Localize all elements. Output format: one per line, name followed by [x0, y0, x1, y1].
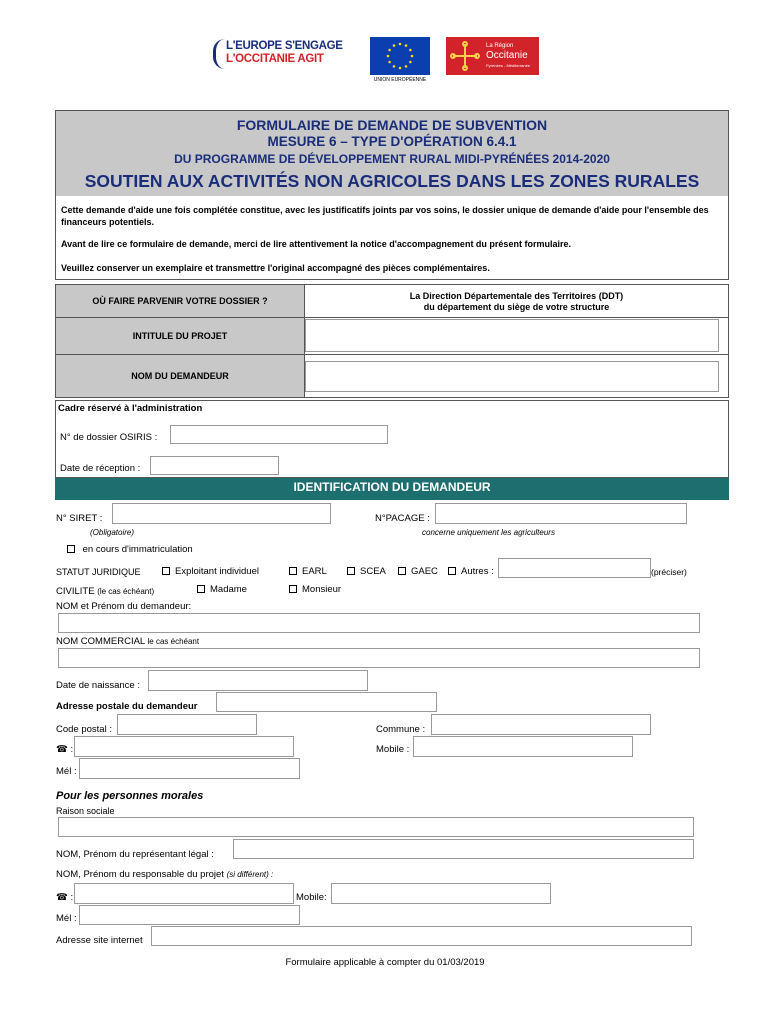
commune-label: Commune : [376, 724, 426, 735]
project-info-table [55, 284, 729, 398]
mobile-label: Mobile : [376, 744, 410, 755]
europe-line2: L'OCCITANIE AGIT [226, 53, 324, 65]
telephone-label: ☎ : [56, 744, 74, 755]
region-line2: Occitanie [486, 50, 528, 61]
eu-caption: UNION EUROPÉENNE [373, 77, 427, 83]
morales-telephone-label: ☎ : [56, 892, 74, 903]
statut-scea-checkbox[interactable] [347, 567, 355, 575]
civilite-madame-label: Madame [210, 584, 247, 595]
mobile-input[interactable] [413, 736, 633, 757]
dossier-destination-label: OÙ FAIRE PARVENIR VOTRE DOSSIER ? [56, 285, 305, 317]
civilite-label [56, 586, 154, 597]
reception-date-label: Date de réception : [60, 463, 141, 474]
raison-sociale-input[interactable] [58, 817, 694, 837]
morales-mel-label: Mél : [56, 913, 77, 924]
intro-paragraph-1: Cette demande d'aide une fois complétée constitue, avec les justificatifs joints par vos soins, le dossier unique de demande d'aide pour l'ensemble des financeurs potentiels. [61, 205, 709, 227]
programme-title: DU PROGRAMME DE DÉVELOPPEMENT RURAL MIDI-PYRÉNÉES 2014-2020 [174, 152, 610, 166]
statut-earl-label: EARL [302, 566, 327, 577]
adresse-label: Adresse postale du demandeur [56, 701, 198, 712]
project-title-label: INTITULE DU PROJET [56, 318, 305, 354]
nom-commercial-text: NOM COMMERCIAL [56, 636, 145, 647]
site-internet-input[interactable] [151, 926, 692, 946]
region-occitanie-logo [446, 37, 539, 75]
representant-input[interactable] [233, 839, 694, 859]
raison-sociale-label: Raison sociale [56, 806, 115, 816]
morales-mobile-input[interactable] [331, 883, 551, 904]
statut-exploitant-option[interactable] [162, 566, 259, 577]
region-line1: La Région [486, 43, 514, 49]
main-title: SOUTIEN AUX ACTIVITÉS NON AGRICOLES DANS LES ZONES RURALES [84, 171, 700, 191]
ddt-line1: La Direction Départementale des Territoires (DDT) [409, 291, 624, 301]
eu-flag-logo [370, 37, 430, 85]
site-internet-label: Adresse site internet [56, 935, 143, 946]
code-postal-input[interactable] [117, 714, 257, 735]
statut-earl-checkbox[interactable] [289, 567, 297, 575]
form-title: FORMULAIRE DE DEMANDE DE SUBVENTION [236, 117, 548, 133]
nom-commercial-note: le cas échéant [147, 637, 200, 646]
applicant-name-input[interactable] [305, 361, 719, 392]
naissance-label: Date de naissance : [56, 680, 140, 691]
pacage-input[interactable] [435, 503, 687, 524]
statut-exploitant-label: Exploitant individuel [175, 566, 259, 577]
statut-gaec-checkbox[interactable] [398, 567, 406, 575]
civilite-note: (le cas échéant) [97, 587, 155, 596]
admin-reserved-box [55, 400, 729, 478]
siret-note: (Obligatoire) [90, 528, 135, 537]
code-postal-label: Code postal : [56, 724, 112, 735]
preciser-label: (préciser) [651, 567, 687, 577]
civilite-madame-checkbox[interactable] [197, 585, 205, 593]
nom-commercial-input[interactable] [58, 648, 700, 668]
nom-commercial-label [56, 636, 199, 647]
telephone-input[interactable] [74, 736, 294, 757]
statut-autres-input[interactable] [498, 558, 651, 578]
civilite-madame-option[interactable] [197, 584, 247, 595]
admin-title: Cadre réservé à l'administration [58, 403, 203, 414]
representant-label: NOM, Prénom du représentant légal : [56, 849, 214, 860]
naissance-input[interactable] [148, 670, 368, 691]
nom-prenom-label: NOM et Prénom du demandeur: [56, 601, 192, 612]
dossier-destination-value [305, 291, 728, 313]
siret-label: N° SIRET : [56, 513, 103, 524]
morales-telephone-input[interactable] [74, 883, 294, 904]
statut-label: STATUT JURIDIQUE [56, 567, 141, 577]
statut-gaec-option[interactable] [398, 566, 438, 577]
statut-scea-label: SCEA [360, 566, 386, 577]
immatriculation-label: en cours d'immatriculation [82, 544, 193, 555]
osiris-number-label: N° de dossier OSIRIS : [60, 432, 158, 443]
statut-exploitant-checkbox[interactable] [162, 567, 170, 575]
morales-mobile-label: Mobile: [296, 892, 327, 903]
intro-paragraph-2: Avant de lire ce formulaire de demande, merci de lire attentivement la notice d'accompagnement du présent formulaire. [61, 239, 571, 249]
responsable-note: (si différent) : [226, 870, 274, 879]
mel-label: Mél : [56, 766, 77, 777]
statut-autres-option[interactable] [448, 566, 494, 577]
morales-mel-input[interactable] [79, 905, 300, 925]
statut-autres-label: Autres : [461, 566, 494, 577]
responsable-label [56, 869, 273, 880]
occitan-cross-icon [450, 41, 480, 71]
civilite-monsieur-label: Monsieur [302, 584, 342, 595]
statut-scea-option[interactable] [347, 566, 386, 577]
ddt-line2: du département du siège de votre structure [423, 302, 610, 312]
project-title-input[interactable] [305, 319, 719, 352]
immatriculation-checkbox[interactable] [67, 545, 75, 553]
europe-occitanie-logo [213, 37, 356, 71]
statut-earl-option[interactable] [289, 566, 327, 577]
pacage-note: concerne uniquement les agriculteurs [422, 528, 555, 537]
pacage-label: N°PACAGE : [375, 513, 430, 524]
eu-flag-icon [370, 37, 430, 75]
responsable-text: NOM, Prénom du responsable du projet [56, 869, 224, 880]
footer-note: Formulaire applicable à compter du 01/03/2019 [285, 957, 485, 968]
reception-date-input[interactable] [150, 456, 279, 475]
intro-paragraph-3: Veuillez conserver un exemplaire et transmettre l'original accompagné des pièces complémentaires. [61, 263, 490, 273]
commune-input[interactable] [431, 714, 651, 735]
statut-gaec-label: GAEC [411, 566, 438, 577]
header-box [55, 110, 729, 280]
osiris-number-input[interactable] [170, 425, 388, 444]
statut-autres-checkbox[interactable] [448, 567, 456, 575]
measure-title: MESURE 6 – TYPE D'OPÉRATION 6.4.1 [267, 134, 517, 149]
civilite-monsieur-checkbox[interactable] [289, 585, 297, 593]
civilite-monsieur-option[interactable] [289, 584, 341, 595]
adresse-input[interactable] [216, 692, 437, 712]
applicant-name-label: NOM DU DEMANDEUR [56, 355, 305, 397]
region-line3: Pyrénées - Méditerranée [486, 63, 531, 68]
identification-banner: IDENTIFICATION DU DEMANDEUR [55, 478, 729, 500]
civilite-text: CIVILITE [56, 586, 95, 597]
header-title-area [56, 111, 728, 196]
europe-line1: L'EUROPE S'ENGAGE [226, 40, 343, 52]
mel-input[interactable] [79, 758, 300, 779]
personnes-morales-title: Pour les personnes morales [56, 790, 204, 802]
siret-input[interactable] [112, 503, 331, 524]
nom-prenom-input[interactable] [58, 613, 700, 633]
immatriculation-option[interactable] [67, 544, 193, 555]
